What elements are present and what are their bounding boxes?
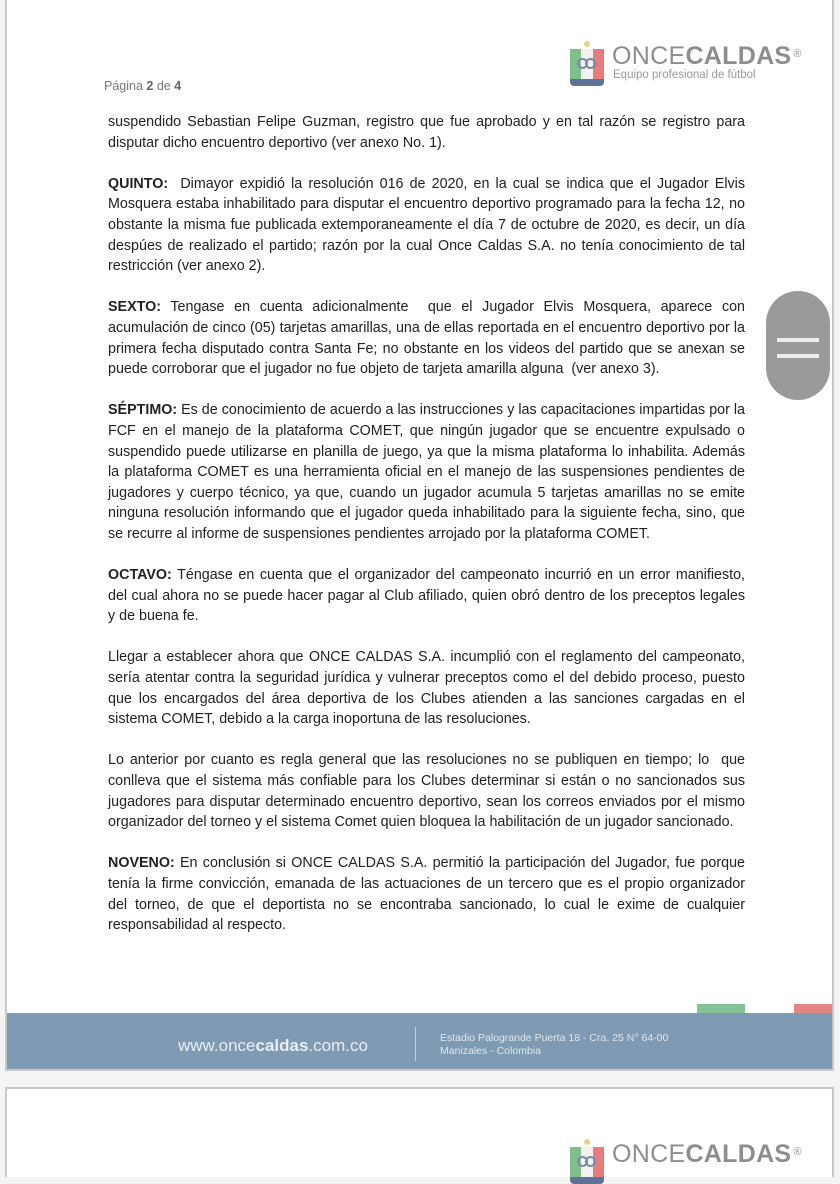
once-caldas-crest-icon bbox=[570, 1141, 604, 1181]
paragraph bbox=[108, 750, 749, 832]
once-caldas-logo-page3 bbox=[570, 1141, 802, 1181]
once-caldas-logo bbox=[570, 43, 802, 83]
logo-wordmark: ONCECALDAS ® bbox=[612, 42, 802, 70]
paragraph-label: OCTAVO: bbox=[108, 567, 172, 584]
paragraph-text: Llegar a establecer ahora que ONCE CALDAS S.A. incumplió con el reglamento del campeonato, sería atentar contra la seguridad jurídica y vulnerar preceptos como el del debido proceso, puesto que los encargados del área deportiva de los Clubes atienden a las sanciones cargadas en el sistema COMET, debido a la carga inoportuna de las resoluciones. bbox=[108, 649, 749, 728]
scroll-handle-icon[interactable] bbox=[766, 291, 830, 400]
logo-tagline: Equipo profesional de fútbol bbox=[613, 69, 756, 81]
paragraph-label: NOVENO: bbox=[108, 855, 175, 872]
paragraph bbox=[108, 400, 749, 544]
document-page-2 bbox=[5, 0, 834, 1071]
paragraph-text: suspendido Sebastian Felipe Guzman, registro que fue aprobado y en tal razón se registro para disputar dicho encuentro deportivo (ver anexo No. 1). bbox=[108, 114, 749, 151]
paragraph-text: Dimayor expidió la resolución 016 de 2020, en la cual se indica que el Jugador Elvis Mosquera estaba inhabilitado para disputar el encuentro deportivo programado para la fecha 12, no obstante la misma fue publicada extemporaneamente el día 7 de octubre de 2020, es decir, un día despúes de realizado el partido; razón por la cual Once Caldas S.A. no tenía conocimiento de tal restricción (ver anexo 2). bbox=[108, 175, 749, 275]
paragraph-label: SEXTO: bbox=[108, 299, 161, 316]
footer-address-line2: Manizales - Colombia bbox=[440, 1045, 541, 1057]
paragraph bbox=[108, 647, 749, 729]
footer-address-line1: Estadio Palogrande Puerta 18 - Cra. 25 N° 64-00 bbox=[440, 1032, 669, 1044]
paragraph-text: En conclusión si ONCE CALDAS S.A. permitió la participación del Jugador, fue porque tenía la firme convicción, emanada de las actuaciones de un tercero que es el propio organizador del torneo, de que el deportista no se encontraba sancionado, lo cual le exime de cualquier responsabilidad al respecto. bbox=[108, 855, 749, 934]
document-body bbox=[108, 112, 749, 956]
page-current: 2 bbox=[146, 79, 154, 93]
footer-address bbox=[440, 1032, 668, 1058]
page-total: 4 bbox=[174, 79, 182, 93]
paragraph-text: Lo anterior por cuanto es regla general que las resoluciones no se publiquen en tiempo; lo que conlleva que el sistema más confiable para los Clubes determinar si están o no sancionados sus jugadores para disputar determinado encuentro deportivo, sean los correos enviados por el mismo organizador del torneo y el sistema Comet quien bloquea la habilitación de un jugador sancionado. bbox=[108, 752, 749, 831]
paragraph-text: Es de conocimiento de acuerdo a las instrucciones y las capacitaciones impartidas por la FCF en el manejo de la plataforma COMET, que ningún jugador que se encuentre expulsado o suspendido puede utilizarse en planilla de juego, ya que la misma plataforma lo inhabilita. Además la plataforma COMET es una herramienta oficial en el manejo de las suspensiones pendientes de jugadores y cuerpo técnico, ya que, cuando un jugador acumula 5 tarjetas amarillas no se emite ninguna resolución informando que el jugador queda inhabilitado para la siguiente fecha, sino, que se recurre al informe de suspensiones pendientes arrojado por la plataforma COMET. bbox=[108, 402, 749, 542]
footer-divider bbox=[415, 1027, 416, 1061]
paragraph bbox=[108, 112, 749, 153]
document-page-3 bbox=[5, 1087, 834, 1177]
page-label: Página bbox=[104, 79, 143, 93]
page-label-of: de bbox=[156, 79, 171, 93]
paragraph bbox=[108, 565, 749, 627]
page-number bbox=[104, 79, 181, 93]
paragraph-text: Téngase en cuenta que el organizador del campeonato incurrió en un error manifiesto, del cual ahora no se puede hacer pagar al Club afiliado, quien obró dentro de los preceptos legales y de buena fe. bbox=[108, 567, 749, 625]
paragraph bbox=[108, 174, 749, 277]
paragraph-label: SÉPTIMO: bbox=[108, 402, 178, 419]
paragraph bbox=[108, 297, 749, 379]
paragraph-label: QUINTO: bbox=[108, 175, 169, 192]
footer-band bbox=[7, 1013, 832, 1069]
once-caldas-crest-icon bbox=[570, 43, 604, 83]
logo-wordmark: ONCECALDAS ® bbox=[612, 1140, 802, 1168]
paragraph-text: Tengase en cuenta adicionalmente que el Jugador Elvis Mosquera, aparece con acumulación de cinco (05) tarjetas amarillas, una de ellas reportada en el encuentro deportivo por la primera fecha disputado contra Santa Fe; no obstante en los videos del partido que se anexan se puede corroborar que el jugador no fue objeto de tarjeta amarilla alguna (ver anexo 3). bbox=[108, 299, 749, 378]
paragraph bbox=[108, 853, 749, 935]
footer-website: www.oncecaldas.com.co bbox=[178, 1036, 368, 1055]
